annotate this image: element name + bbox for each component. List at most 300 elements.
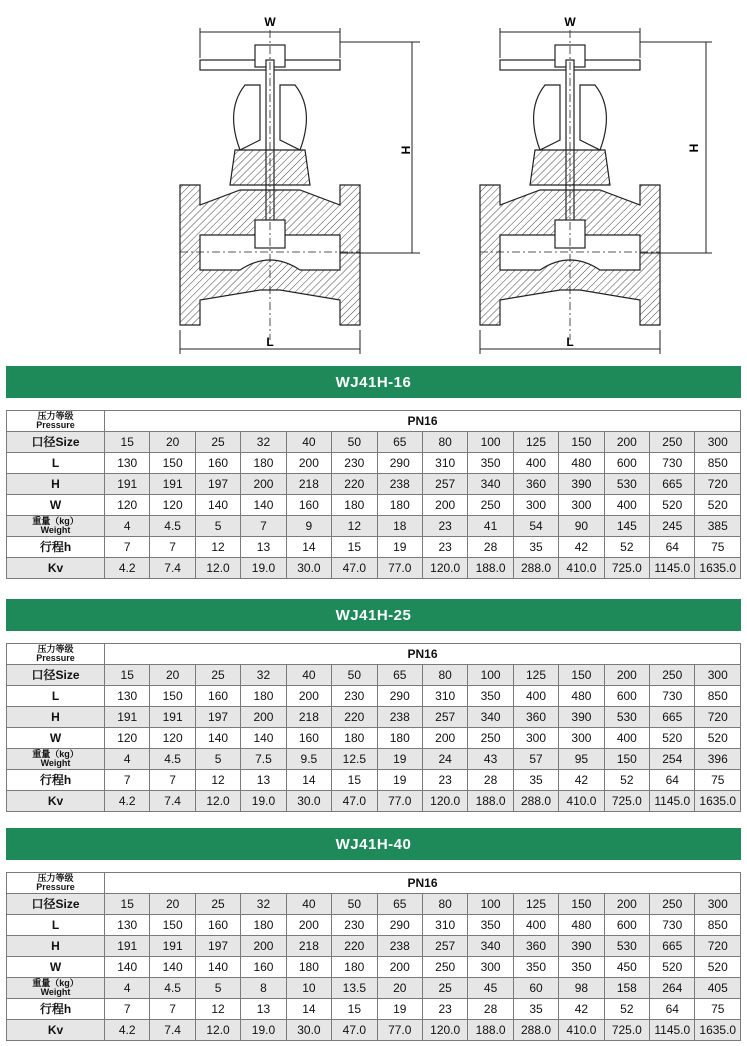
table-cell: 530	[604, 707, 649, 728]
table-cell: 7.4	[150, 558, 195, 579]
table-row	[7, 665, 741, 686]
table-cell: 64	[650, 770, 695, 791]
table-cell: 230	[332, 686, 377, 707]
table-cell: 360	[513, 936, 558, 957]
table-cell: 43	[468, 749, 513, 770]
table-cell: 520	[695, 728, 741, 749]
table-cell: 95	[559, 749, 604, 770]
table-row	[7, 432, 741, 453]
row-label: 口径Size	[7, 432, 105, 453]
table-row	[7, 936, 741, 957]
table-cell: 25	[195, 665, 240, 686]
table-cell: 150	[559, 665, 604, 686]
table-cell: 250	[468, 728, 513, 749]
table-cell: 42	[559, 770, 604, 791]
table-cell: 350	[513, 957, 558, 978]
table-cell: 125	[513, 432, 558, 453]
table-cell: 188.0	[468, 558, 513, 579]
table-cell: 264	[650, 978, 695, 999]
table-cell: 120	[150, 495, 195, 516]
table-cell: 7	[150, 999, 195, 1020]
table-cell: 77.0	[377, 791, 422, 812]
pressure-row	[7, 644, 741, 665]
section-title: WJ41H-16	[6, 366, 741, 398]
table-cell: 30.0	[286, 791, 331, 812]
table-cell: 191	[150, 707, 195, 728]
table-cell: 725.0	[604, 1020, 649, 1041]
table-cell: 120.0	[422, 558, 467, 579]
table-cell: 288.0	[513, 791, 558, 812]
table-cell: 1145.0	[650, 791, 695, 812]
table-cell: 7.4	[150, 791, 195, 812]
table-cell: 400	[604, 495, 649, 516]
table-row	[7, 686, 741, 707]
table-cell: 197	[195, 707, 240, 728]
table-cell: 35	[513, 999, 558, 1020]
table-cell: 520	[650, 495, 695, 516]
table-cell: 57	[513, 749, 558, 770]
table-row	[7, 707, 741, 728]
table-cell: 130	[105, 915, 150, 936]
table-cell: 200	[422, 495, 467, 516]
table-cell: 530	[604, 936, 649, 957]
row-label: 口径Size	[7, 894, 105, 915]
table-cell: 200	[286, 453, 331, 474]
table-cell: 100	[468, 894, 513, 915]
table-cell: 140	[241, 495, 286, 516]
table-cell: 180	[332, 957, 377, 978]
table-cell: 30.0	[286, 1020, 331, 1041]
table-cell: 7.4	[150, 1020, 195, 1041]
table-cell: 32	[241, 665, 286, 686]
table-cell: 257	[422, 474, 467, 495]
dim-w-left: W	[264, 15, 276, 29]
table-cell: 218	[286, 707, 331, 728]
table-cell: 160	[241, 957, 286, 978]
valve-right	[480, 30, 660, 340]
table-cell: 400	[604, 728, 649, 749]
table-cell: 191	[105, 474, 150, 495]
table-cell: 100	[468, 432, 513, 453]
table-cell: 350	[468, 686, 513, 707]
table-cell: 7	[105, 537, 150, 558]
table-cell: 65	[377, 894, 422, 915]
table-cell: 350	[559, 957, 604, 978]
table-cell: 480	[559, 915, 604, 936]
pressure-label-cn: 压力等级	[37, 644, 74, 654]
spec-table	[6, 410, 741, 579]
pressure-label-en: Pressure	[36, 882, 75, 892]
table-cell: 720	[695, 707, 741, 728]
table-cell: 725.0	[604, 791, 649, 812]
row-label: L	[7, 453, 105, 474]
table-cell: 13	[241, 770, 286, 791]
table-cell: 4.5	[150, 978, 195, 999]
table-cell: 120	[105, 728, 150, 749]
table-cell: 19.0	[241, 791, 286, 812]
table-cell: 200	[286, 915, 331, 936]
table-cell: 40	[286, 665, 331, 686]
table-cell: 145	[604, 516, 649, 537]
table-cell: 9.5	[286, 749, 331, 770]
table-cell: 80	[422, 894, 467, 915]
table-cell: 238	[377, 707, 422, 728]
table-cell: 300	[695, 432, 741, 453]
table-cell: 4.2	[105, 1020, 150, 1041]
dim-l-right: L	[566, 335, 574, 349]
table-cell: 300	[695, 665, 741, 686]
table-cell: 300	[513, 495, 558, 516]
table-row	[7, 749, 741, 770]
table-cell: 20	[150, 665, 195, 686]
table-cell: 32	[241, 432, 286, 453]
table-cell: 200	[377, 957, 422, 978]
table-cell: 600	[604, 453, 649, 474]
pressure-label-cn: 压力等级	[37, 873, 74, 883]
table-cell: 7	[241, 516, 286, 537]
pressure-label	[7, 411, 105, 432]
table-row	[7, 957, 741, 978]
row-label-cn: 重量（kg）	[32, 516, 79, 526]
table-cell: 13.5	[332, 978, 377, 999]
table-cell: 50	[332, 432, 377, 453]
table-cell: 197	[195, 474, 240, 495]
table-cell: 13	[241, 999, 286, 1020]
pressure-label-en: Pressure	[36, 420, 75, 430]
table-cell: 180	[377, 728, 422, 749]
table-row	[7, 728, 741, 749]
table-cell: 12	[332, 516, 377, 537]
table-cell: 160	[286, 495, 331, 516]
table-row	[7, 915, 741, 936]
table-cell: 120.0	[422, 791, 467, 812]
row-label: 行程h	[7, 537, 105, 558]
pressure-value: PN16	[105, 873, 741, 894]
table-cell: 40	[286, 894, 331, 915]
valve-drawing	[0, 0, 747, 362]
table-cell: 25	[195, 432, 240, 453]
table-row	[7, 999, 741, 1020]
table-cell: 220	[332, 707, 377, 728]
table-cell: 730	[650, 453, 695, 474]
row-label: W	[7, 495, 105, 516]
table-cell: 42	[559, 537, 604, 558]
table-cell: 12.0	[195, 1020, 240, 1041]
table-cell: 180	[241, 453, 286, 474]
table-cell: 290	[377, 453, 422, 474]
table-cell: 140	[195, 495, 240, 516]
pressure-value: PN16	[105, 644, 741, 665]
spec-table	[6, 643, 741, 812]
table-cell: 257	[422, 936, 467, 957]
table-cell: 200	[604, 894, 649, 915]
table-cell: 390	[559, 707, 604, 728]
pressure-label-en: Pressure	[36, 653, 75, 663]
table-cell: 24	[422, 749, 467, 770]
table-cell: 730	[650, 686, 695, 707]
table-cell: 4	[105, 516, 150, 537]
table-cell: 180	[332, 728, 377, 749]
table-cell: 54	[513, 516, 558, 537]
table-cell: 12.0	[195, 558, 240, 579]
table-cell: 77.0	[377, 558, 422, 579]
table-cell: 188.0	[468, 791, 513, 812]
table-cell: 665	[650, 707, 695, 728]
table-cell: 197	[195, 936, 240, 957]
table-cell: 65	[377, 432, 422, 453]
table-cell: 28	[468, 770, 513, 791]
table-cell: 30.0	[286, 558, 331, 579]
table-cell: 4.5	[150, 749, 195, 770]
row-label	[7, 516, 105, 537]
table-cell: 19	[377, 749, 422, 770]
table-cell: 52	[604, 999, 649, 1020]
table-cell: 12	[195, 770, 240, 791]
table-cell: 180	[241, 915, 286, 936]
table-cell: 4	[105, 978, 150, 999]
table-cell: 520	[650, 728, 695, 749]
table-cell: 15	[332, 537, 377, 558]
pressure-value: PN16	[105, 411, 741, 432]
table-cell: 600	[604, 915, 649, 936]
table-cell: 300	[559, 728, 604, 749]
table-cell: 191	[105, 707, 150, 728]
table-cell: 15	[332, 999, 377, 1020]
table-cell: 218	[286, 936, 331, 957]
row-label: H	[7, 474, 105, 495]
row-label-cn: 重量（kg）	[32, 749, 79, 759]
table-cell: 23	[422, 999, 467, 1020]
table-cell: 665	[650, 474, 695, 495]
table-cell: 158	[604, 978, 649, 999]
dim-h-left: H	[399, 145, 413, 155]
table-cell: 13	[241, 537, 286, 558]
section-title: WJ41H-40	[6, 828, 741, 860]
table-cell: 80	[422, 432, 467, 453]
table-cell: 140	[195, 728, 240, 749]
pressure-row	[7, 873, 741, 894]
table-cell: 98	[559, 978, 604, 999]
table-cell: 396	[695, 749, 741, 770]
table-cell: 1635.0	[695, 1020, 741, 1041]
table-cell: 310	[422, 915, 467, 936]
table-cell: 400	[513, 453, 558, 474]
table-cell: 200	[604, 432, 649, 453]
table-cell: 520	[650, 957, 695, 978]
table-cell: 160	[286, 728, 331, 749]
table-cell: 250	[468, 495, 513, 516]
table-cell: 4.5	[150, 516, 195, 537]
table-cell: 25	[422, 978, 467, 999]
table-cell: 12.5	[332, 749, 377, 770]
table-cell: 14	[286, 537, 331, 558]
table-cell: 50	[332, 894, 377, 915]
table-cell: 19.0	[241, 558, 286, 579]
table-cell: 64	[650, 537, 695, 558]
table-cell: 7.5	[241, 749, 286, 770]
table-cell: 191	[150, 936, 195, 957]
table-row	[7, 894, 741, 915]
table-cell: 300	[695, 894, 741, 915]
table-cell: 230	[332, 915, 377, 936]
table-cell: 191	[105, 936, 150, 957]
table-cell: 200	[241, 707, 286, 728]
table-cell: 75	[695, 537, 741, 558]
table-cell: 23	[422, 770, 467, 791]
table-cell: 52	[604, 770, 649, 791]
table-cell: 120	[150, 728, 195, 749]
table-cell: 520	[695, 957, 741, 978]
table-row	[7, 791, 741, 812]
table-cell: 340	[468, 936, 513, 957]
table-row	[7, 453, 741, 474]
table-cell: 4.2	[105, 791, 150, 812]
valve-left	[180, 30, 360, 340]
row-label-en: Weight	[40, 758, 71, 768]
table-cell: 405	[695, 978, 741, 999]
table-cell: 23	[422, 537, 467, 558]
table-cell: 65	[377, 665, 422, 686]
table-row	[7, 770, 741, 791]
table-row	[7, 537, 741, 558]
table-cell: 15	[105, 665, 150, 686]
table-cell: 390	[559, 474, 604, 495]
table-cell: 60	[513, 978, 558, 999]
table-row	[7, 1020, 741, 1041]
row-label: L	[7, 686, 105, 707]
table-cell: 254	[650, 749, 695, 770]
table-cell: 410.0	[559, 1020, 604, 1041]
row-label: Kv	[7, 1020, 105, 1041]
table-cell: 47.0	[332, 791, 377, 812]
table-cell: 140	[195, 957, 240, 978]
spec-table	[6, 872, 741, 1041]
row-label: 行程h	[7, 770, 105, 791]
table-cell: 200	[241, 474, 286, 495]
table-cell: 160	[195, 453, 240, 474]
table-row	[7, 558, 741, 579]
table-cell: 360	[513, 474, 558, 495]
table-cell: 180	[377, 495, 422, 516]
table-cell: 725.0	[604, 558, 649, 579]
table-cell: 80	[422, 665, 467, 686]
table-cell: 390	[559, 936, 604, 957]
table-cell: 14	[286, 999, 331, 1020]
table-cell: 7	[150, 770, 195, 791]
row-label-en: Weight	[40, 987, 71, 997]
table-cell: 480	[559, 686, 604, 707]
table-cell: 32	[241, 894, 286, 915]
table-cell: 720	[695, 474, 741, 495]
dim-l-left: L	[266, 335, 274, 349]
row-label: 口径Size	[7, 665, 105, 686]
table-cell: 12	[195, 537, 240, 558]
table-cell: 530	[604, 474, 649, 495]
table-cell: 120	[105, 495, 150, 516]
table-cell: 520	[695, 495, 741, 516]
table-cell: 150	[559, 894, 604, 915]
table-cell: 850	[695, 915, 741, 936]
table-cell: 64	[650, 999, 695, 1020]
pressure-label-cn: 压力等级	[37, 411, 74, 421]
row-label	[7, 978, 105, 999]
table-cell: 19	[377, 770, 422, 791]
table-cell: 50	[332, 665, 377, 686]
table-cell: 218	[286, 474, 331, 495]
table-cell: 7	[150, 537, 195, 558]
row-label-cn: 重量（kg）	[32, 978, 79, 988]
table-cell: 480	[559, 453, 604, 474]
table-cell: 35	[513, 537, 558, 558]
table-cell: 410.0	[559, 558, 604, 579]
table-cell: 28	[468, 999, 513, 1020]
table-cell: 160	[195, 915, 240, 936]
table-cell: 125	[513, 894, 558, 915]
table-cell: 220	[332, 474, 377, 495]
pressure-label	[7, 644, 105, 665]
table-row	[7, 495, 741, 516]
table-cell: 23	[422, 516, 467, 537]
table-cell: 130	[105, 686, 150, 707]
table-cell: 28	[468, 537, 513, 558]
row-label: Kv	[7, 791, 105, 812]
table-cell: 15	[105, 432, 150, 453]
table-cell: 250	[650, 665, 695, 686]
table-cell: 75	[695, 770, 741, 791]
table-cell: 140	[105, 957, 150, 978]
row-label: 行程h	[7, 999, 105, 1020]
table-cell: 600	[604, 686, 649, 707]
table-cell: 200	[422, 728, 467, 749]
table-cell: 5	[195, 749, 240, 770]
table-cell: 150	[604, 749, 649, 770]
table-cell: 310	[422, 686, 467, 707]
table-cell: 850	[695, 686, 741, 707]
table-cell: 7	[105, 770, 150, 791]
table-cell: 200	[604, 665, 649, 686]
table-cell: 720	[695, 936, 741, 957]
table-cell: 1635.0	[695, 558, 741, 579]
table-cell: 1145.0	[650, 1020, 695, 1041]
table-cell: 150	[150, 915, 195, 936]
table-cell: 4.2	[105, 558, 150, 579]
table-cell: 47.0	[332, 1020, 377, 1041]
table-cell: 140	[150, 957, 195, 978]
table-cell: 160	[195, 686, 240, 707]
table-cell: 400	[513, 686, 558, 707]
row-label: H	[7, 936, 105, 957]
row-label: L	[7, 915, 105, 936]
table-cell: 8	[241, 978, 286, 999]
table-cell: 850	[695, 453, 741, 474]
table-cell: 450	[604, 957, 649, 978]
table-cell: 250	[650, 432, 695, 453]
table-cell: 150	[150, 686, 195, 707]
table-cell: 90	[559, 516, 604, 537]
table-cell: 14	[286, 770, 331, 791]
table-row	[7, 516, 741, 537]
table-cell: 150	[559, 432, 604, 453]
table-cell: 385	[695, 516, 741, 537]
table-cell: 5	[195, 978, 240, 999]
table-cell: 5	[195, 516, 240, 537]
table-cell: 125	[513, 665, 558, 686]
table-cell: 250	[650, 894, 695, 915]
row-label: H	[7, 707, 105, 728]
table-cell: 20	[150, 432, 195, 453]
dim-h-right: H	[687, 143, 701, 153]
row-label: W	[7, 728, 105, 749]
